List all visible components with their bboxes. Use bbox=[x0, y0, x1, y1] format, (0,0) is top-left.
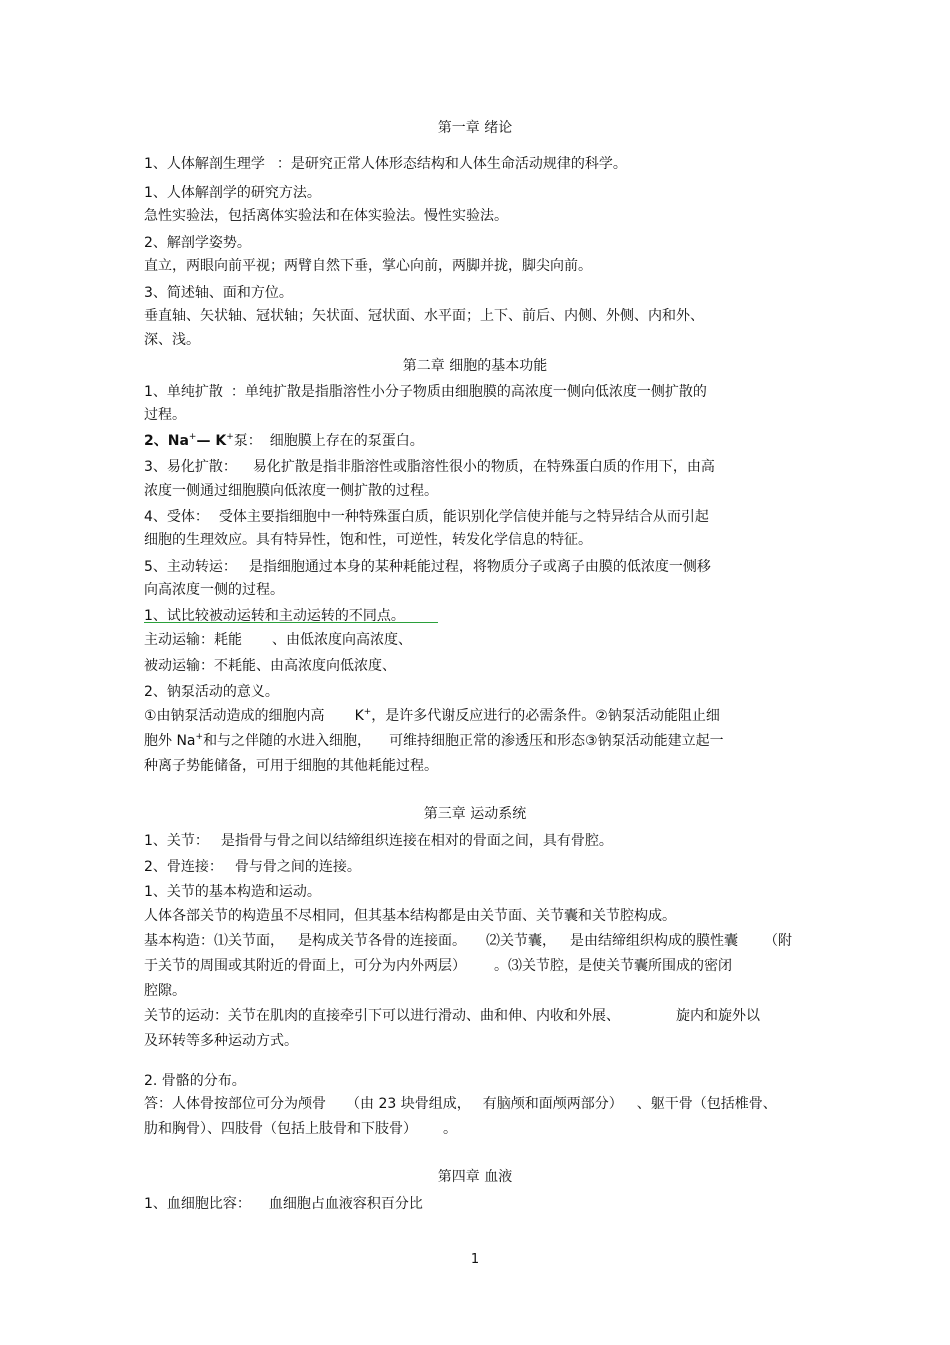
paragraph: 4、受体： 受体主要指细胞中一种特殊蛋白质，能识别化学信使并能与之特异结合从而引起 bbox=[144, 509, 709, 525]
chapter-2-title: 第二章 细胞的基本功能 bbox=[402, 358, 548, 374]
paragraph: 人体各部关节的构造虽不尽相同，但其基本结构都是由关节面、关节囊和关节腔构成。 bbox=[144, 908, 676, 924]
chapter-3-title: 第三章 运动系统 bbox=[423, 806, 527, 822]
paragraph: 答：人体骨按部位可分为颅骨 （由 23 块骨组成， 有脑颅和面颅两部分） 、躯干骨（包括椎骨、 bbox=[144, 1096, 777, 1112]
paragraph: 5、主动转运： 是指细胞通过本身的某种耗能过程，将物质分子或离子由膜的低浓度一侧移 bbox=[144, 559, 711, 575]
paragraph: 2、Na+— K+泵： 细胞膜上存在的泵蛋白。 bbox=[144, 432, 424, 449]
paragraph: 1、人体解剖学的研究方法。 bbox=[144, 185, 321, 201]
paragraph: 3、易化扩散： 易化扩散是指非脂溶性或脂溶性很小的物质，在特殊蛋白质的作用下，由高 bbox=[144, 459, 715, 475]
paragraph: 垂直轴、矢状轴、冠状轴；矢状面、冠状面、水平面；上下、前后、内侧、外侧、内和外、 bbox=[144, 308, 704, 324]
paragraph: 1、关节： 是指骨与骨之间以结缔组织连接在相对的骨面之间，具有骨腔。 bbox=[144, 833, 613, 849]
paragraph: 深、浅。 bbox=[144, 332, 200, 348]
paragraph: 2、钠泵活动的意义。 bbox=[144, 684, 279, 700]
paragraph: 1、人体解剖生理学 ：是研究正常人体形态结构和人体生命活动规律的科学。 bbox=[144, 156, 627, 172]
paragraph: 1、单纯扩散 ：单纯扩散是指脂溶性小分子物质由细胞膜的高浓度一侧向低浓度一侧扩散的 bbox=[144, 384, 707, 400]
paragraph: 胞外 Na+和与之伴随的水进入细胞， 可维持细胞正常的渗透压和形态③钠泵活动能建立起一 bbox=[144, 732, 724, 749]
paragraph: 1、血细胞比容： 血细胞占血液容积百分比 bbox=[144, 1196, 423, 1212]
paragraph: 直立，两眼向前平视；两臂自然下垂，掌心向前，两脚并拢，脚尖向前。 bbox=[144, 258, 592, 274]
paragraph: 1、关节的基本构造和运动。 bbox=[144, 884, 321, 900]
paragraph: 浓度一侧通过细胞膜向低浓度一侧扩散的过程。 bbox=[144, 483, 438, 499]
paragraph: 被动运输：不耗能、由高浓度向低浓度、 bbox=[144, 658, 396, 674]
paragraph: 2、骨连接： 骨与骨之间的连接。 bbox=[144, 859, 361, 875]
paragraph: 肋和胸骨）、四肢骨（包括上肢骨和下肢骨） 。 bbox=[144, 1121, 457, 1137]
chapter-4-title: 第四章 血液 bbox=[437, 1169, 513, 1185]
paragraph: 3、简述轴、面和方位。 bbox=[144, 285, 293, 301]
paragraph: 急性实验法，包括离体实验法和在体实验法。慢性实验法。 bbox=[144, 208, 508, 224]
paragraph: 向高浓度一侧的过程。 bbox=[144, 582, 284, 598]
chapter-1-title: 第一章 绪论 bbox=[437, 120, 513, 136]
paragraph: ①由钠泵活动造成的细胞内高 K+，是许多代谢反应进行的必需条件。②钠泵活动能阻止细 bbox=[144, 707, 720, 724]
paragraph: 1、试比较被动运转和主动运转的不同点。 bbox=[144, 608, 405, 624]
green-underline bbox=[144, 622, 438, 623]
paragraph: 主动运输：耗能 、由低浓度向高浓度、 bbox=[144, 632, 412, 648]
paragraph: 种离子势能储备，可用于细胞的其他耗能过程。 bbox=[144, 758, 438, 774]
paragraph: 关节的运动：关节在肌肉的直接牵引下可以进行滑动、曲和伸、内收和外展、 旋内和旋外以 bbox=[144, 1008, 760, 1024]
paragraph: 及环转等多种运动方式。 bbox=[144, 1033, 298, 1049]
paragraph: 细胞的生理效应。具有特异性，饱和性，可逆性，转发化学信息的特征。 bbox=[144, 532, 592, 548]
paragraph: 2. 骨骼的分布。 bbox=[144, 1073, 246, 1089]
paragraph: 腔隙。 bbox=[144, 983, 186, 999]
paragraph: 过程。 bbox=[144, 407, 186, 423]
paragraph: 基本构造：⑴关节面， 是构成关节各骨的连接面。 ⑵关节囊， 是由结缔组织构成的膜性囊 （附 bbox=[144, 933, 792, 949]
paragraph: 于关节的周围或其附近的骨面上，可分为内外两层） 。⑶关节腔，是使关节囊所围成的密闭 bbox=[144, 958, 732, 974]
page-number: 1 bbox=[470, 1252, 480, 1267]
paragraph: 2、解剖学姿势。 bbox=[144, 235, 251, 251]
